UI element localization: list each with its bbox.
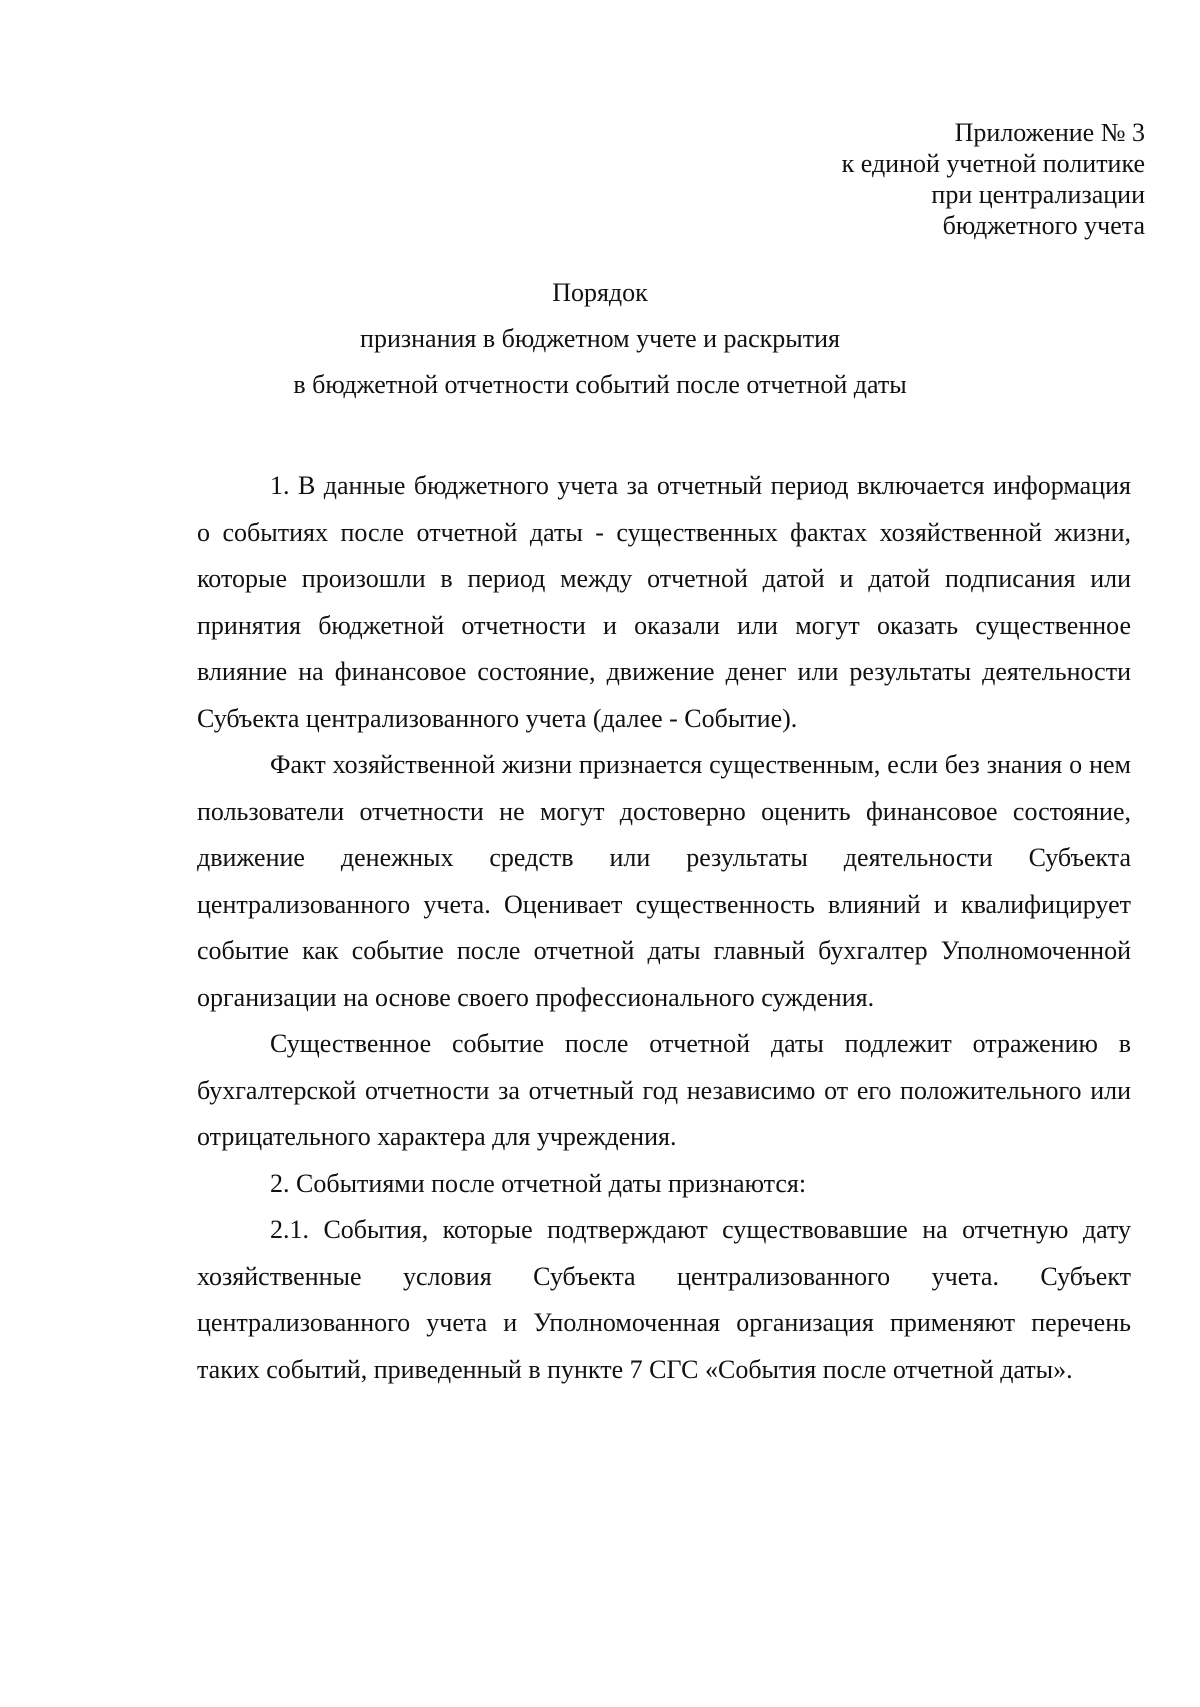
appendix-reference-line: к единой учетной политике: [841, 149, 1145, 178]
title-line: в бюджетной отчетности событий после отчетной даты: [293, 370, 907, 399]
appendix-reference-line: бюджетного учета: [942, 211, 1145, 240]
title-line: признания в бюджетном учете и раскрытия: [360, 324, 840, 353]
appendix-header: [842, 117, 1145, 241]
document-body: [197, 463, 1131, 1393]
paragraph-4: 2. Событиями после отчетной даты признаются:: [270, 1168, 807, 1198]
appendix-number: Приложение № 3: [954, 118, 1145, 147]
title-line: Порядок: [552, 278, 648, 307]
paragraph-1: 1. В данные бюджетного учета за отчетный период включается информация о событиях после отчетной даты - существенных фактах хозяйственной жизни, которые произошли в период между отчетной датой и датой подписания или принятия бюджетной отчетности и оказали или могут оказать существенное влияние на финансовое состояние, движение денег или результаты деятельности Субъекта централизованного учета (далее - Событие).: [197, 471, 1131, 733]
paragraph-3: Существенное событие после отчетной даты подлежит отражению в бухгалтерской отчетности за отчетный год независимо от его положительного или отрицательного характера для учреждения.: [197, 1029, 1131, 1151]
document-title: [0, 270, 1200, 408]
paragraph-2: Факт хозяйственной жизни признается существенным, если без знания о нем пользователи отчетности не могут достоверно оценить финансовое состояние, движение денежных средств или результаты деятельности Субъекта централизованного учета. Оценивает существенность влияний и квалифицирует событие как событие после отчетной даты главный бухгалтер Уполномоченной организации на основе своего профессионального суждения.: [197, 750, 1131, 1012]
paragraph-5: 2.1. События, которые подтверждают существовавшие на отчетную дату хозяйственные условия Субъекта централизованного учета. Субъект централизованного учета и Уполномоченная организация применяют перечень таких событий, приведенный в пункте 7 СГС «События после отчетной даты».: [197, 1215, 1131, 1384]
appendix-reference-line: при централизации: [931, 180, 1145, 209]
